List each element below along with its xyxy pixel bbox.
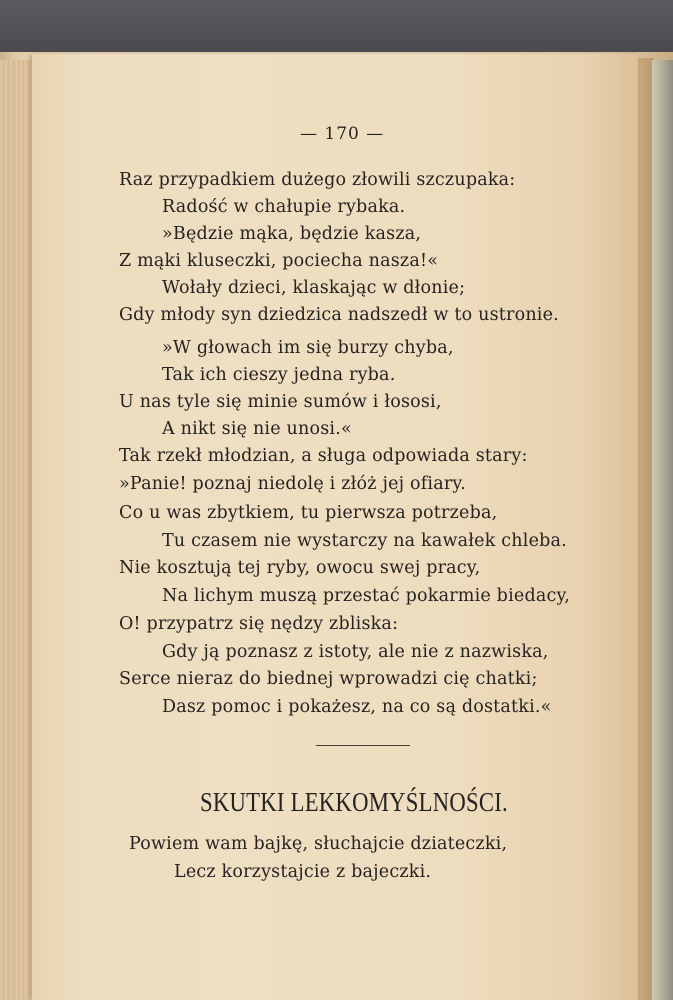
book-cover-edge xyxy=(652,60,673,1000)
poem-line: Gdy ją poznasz z istoty, ale nie z nazwiska, xyxy=(162,642,549,662)
poem-title: SKUTKI LEKKOMYŚLNOŚCI. xyxy=(200,787,508,817)
poem-line: Powiem wam bajkę, słuchajcie dziateczki, xyxy=(129,834,508,854)
left-page-edges xyxy=(0,60,34,1000)
poem-line: Z mąki kluseczki, pociecha nasza!« xyxy=(119,251,439,271)
poem-line: Gdy młody syn dziedzica nadszedł w to ustronie. xyxy=(119,305,559,325)
poem-line: Raz przypadkiem dużego złowili szczupaka: xyxy=(119,170,516,190)
poem-line: Tak rzekł młodzian, a sługa odpowiada stary: xyxy=(119,446,528,466)
section-divider xyxy=(316,745,410,746)
poem-line: Wołały dzieci, klaskając w dłonie; xyxy=(162,278,466,298)
poem-line: Nie kosztują tej ryby, owocu swej pracy, xyxy=(119,558,481,578)
poem-line: Co u was zbytkiem, tu pierwsza potrzeba, xyxy=(119,503,498,523)
poem-line: A nikt się nie unosi.« xyxy=(162,419,352,439)
poem-line: Tak ich cieszy jedna ryba. xyxy=(162,365,396,385)
page-number: — 170 — xyxy=(300,124,385,144)
poem-line: Tu czasem nie wystarczy na kawałek chleba. xyxy=(162,531,567,551)
poem-line: »Panie! poznaj niedolę i złóż jej ofiary. xyxy=(119,474,466,494)
poem-line: U nas tyle się minie sumów i łososi, xyxy=(119,392,442,412)
poem-line: »Będzie mąka, będzie kasza, xyxy=(162,224,422,244)
book-page xyxy=(32,54,638,1000)
poem-line: Lecz korzystajcie z bajeczki. xyxy=(174,862,432,882)
poem-line: »W głowach im się burzy chyba, xyxy=(162,338,454,358)
poem-line: Radość w chałupie rybaka. xyxy=(162,197,406,217)
poem-line: O! przypatrz się nędzy zbliska: xyxy=(119,614,399,634)
poem-line: Na lichym muszą przestać pokarmie biedacy, xyxy=(162,586,571,606)
poem-line: Dasz pomoc i pokażesz, na co są dostatki.« xyxy=(162,697,552,717)
poem-line: Serce nieraz do biednej wprowadzi cię chatki; xyxy=(119,669,538,689)
